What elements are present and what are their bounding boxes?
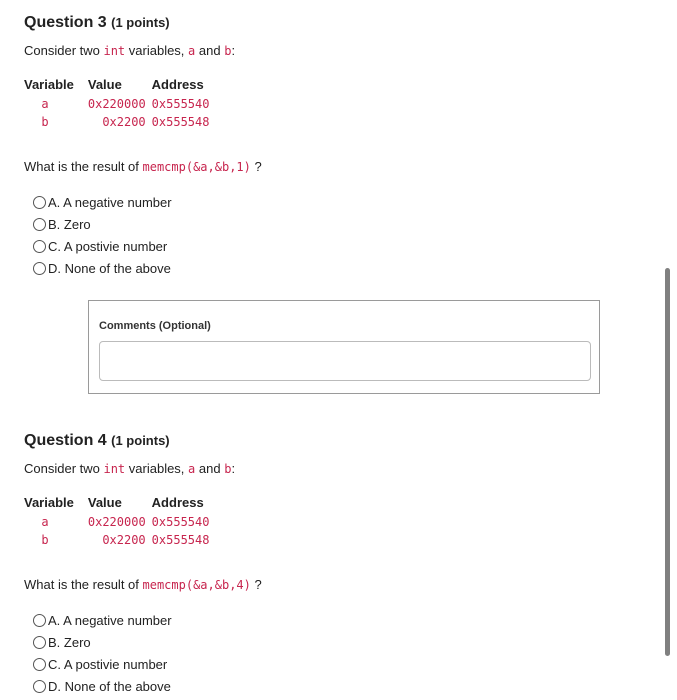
intro-text: : — [231, 43, 236, 58]
column-header-variable: Variable — [24, 76, 74, 92]
question-title — [24, 12, 624, 34]
scrollbar-thumb[interactable] — [665, 268, 670, 656]
question-title-text: Question 4 — [24, 432, 107, 449]
question-intro — [24, 459, 624, 479]
cell-value: 0x220000 — [87, 97, 146, 111]
table-row — [24, 95, 223, 113]
intro-text: Consider two — [24, 461, 104, 476]
cell-variable: b — [41, 115, 49, 129]
cell-value: 0x2200 — [102, 533, 146, 547]
variables-table — [24, 73, 223, 131]
option-a[interactable] — [33, 191, 624, 213]
question-points: (1 points) — [111, 433, 170, 448]
option-label: D. None of the above — [48, 678, 171, 694]
table-header-row — [24, 491, 223, 513]
column-header-address: Address — [151, 494, 204, 510]
option-b[interactable] — [33, 631, 624, 653]
column-header-variable: Variable — [24, 494, 74, 510]
option-label: B. Zero — [48, 216, 91, 232]
table-header-row — [24, 73, 223, 95]
cell-variable: a — [41, 97, 49, 111]
table-row — [24, 513, 223, 531]
intro-var-b-code: b — [224, 44, 232, 58]
option-d[interactable] — [33, 675, 624, 697]
option-label: A. A negative number — [48, 612, 172, 628]
cell-value: 0x220000 — [87, 515, 146, 529]
radio-button-c[interactable] — [33, 240, 46, 253]
question-intro — [24, 41, 624, 61]
question-3 — [24, 12, 624, 279]
intro-var-a-code: a — [188, 462, 196, 476]
cell-value: 0x2200 — [102, 115, 146, 129]
prompt-code: memcmp(&a,&b,1) — [142, 160, 251, 174]
column-header-value: Value — [87, 494, 122, 510]
intro-type-code: int — [103, 462, 126, 476]
radio-button-c[interactable] — [33, 658, 46, 671]
radio-button-a[interactable] — [33, 196, 46, 209]
option-label: C. A postivie number — [48, 656, 168, 672]
table-row — [24, 113, 223, 131]
intro-text: and — [195, 43, 225, 58]
intro-text: : — [231, 461, 236, 476]
intro-var-a-code: a — [188, 44, 196, 58]
option-label: D. None of the above — [48, 260, 171, 276]
option-d[interactable] — [33, 257, 624, 279]
intro-text: variables, — [125, 461, 189, 476]
prompt-text: What is the result of — [24, 577, 143, 592]
intro-var-b-code: b — [224, 462, 232, 476]
radio-button-d[interactable] — [33, 680, 46, 693]
option-c[interactable] — [33, 235, 624, 257]
radio-button-a[interactable] — [33, 614, 46, 627]
answer-options — [24, 191, 624, 279]
comments-label: Comments (Optional) — [99, 320, 211, 332]
question-prompt — [24, 575, 624, 595]
intro-text: variables, — [125, 43, 189, 58]
intro-type-code: int — [103, 44, 126, 58]
column-header-address: Address — [151, 76, 204, 92]
question-prompt — [24, 157, 624, 177]
option-label: B. Zero — [48, 634, 91, 650]
prompt-text: ? — [250, 159, 262, 174]
intro-text: Consider two — [24, 43, 104, 58]
radio-button-b[interactable] — [33, 636, 46, 649]
option-label: A. A negative number — [48, 194, 172, 210]
question-title — [24, 430, 624, 452]
question-title-text: Question 3 — [24, 14, 107, 31]
option-c[interactable] — [33, 653, 624, 675]
prompt-code: memcmp(&a,&b,4) — [142, 578, 251, 592]
comments-panel — [88, 300, 600, 394]
prompt-text: ? — [250, 577, 262, 592]
table-row — [24, 531, 223, 549]
cell-address: 0x555548 — [151, 115, 210, 129]
prompt-text: What is the result of — [24, 159, 143, 174]
option-b[interactable] — [33, 213, 624, 235]
question-points: (1 points) — [111, 15, 170, 30]
answer-options — [24, 609, 624, 697]
comments-input[interactable] — [99, 341, 591, 381]
column-header-value: Value — [87, 76, 122, 92]
radio-button-b[interactable] — [33, 218, 46, 231]
radio-button-d[interactable] — [33, 262, 46, 275]
option-a[interactable] — [33, 609, 624, 631]
cell-address: 0x555548 — [151, 533, 210, 547]
cell-variable: b — [41, 533, 49, 547]
cell-address: 0x555540 — [151, 515, 210, 529]
variables-table — [24, 491, 223, 549]
cell-address: 0x555540 — [151, 97, 210, 111]
question-4 — [24, 430, 624, 697]
cell-variable: a — [41, 515, 49, 529]
option-label: C. A postivie number — [48, 238, 168, 254]
intro-text: and — [195, 461, 225, 476]
